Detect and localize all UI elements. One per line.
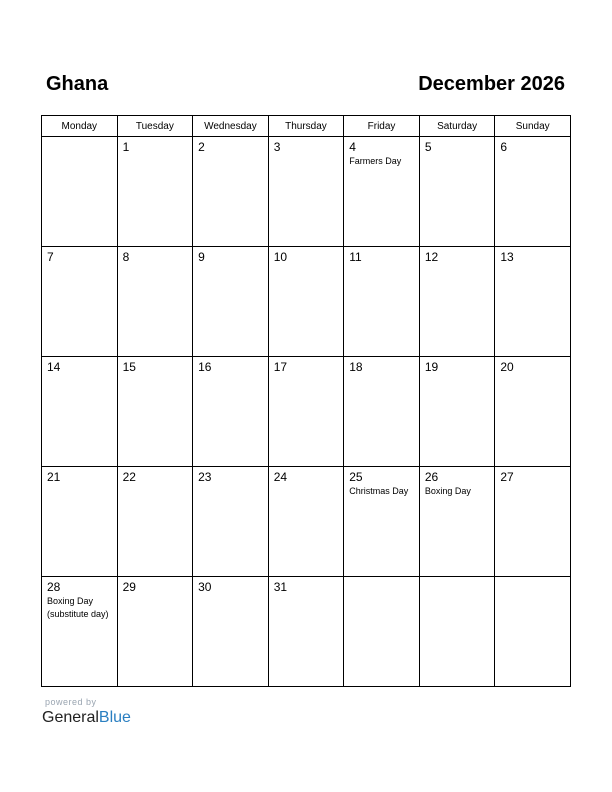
- weekday-sunday: Sunday: [495, 116, 571, 137]
- holiday-label: [495, 154, 570, 155]
- week-row: [42, 247, 571, 357]
- day-number: 3: [273, 140, 281, 154]
- holiday-label: [269, 264, 344, 265]
- day-cell: [268, 577, 344, 687]
- holiday-label: Boxing Day (substitute day): [47, 596, 109, 619]
- day-cell: [42, 357, 118, 467]
- holiday-label: [269, 594, 344, 595]
- day-cell: [268, 137, 344, 247]
- day-number: 27: [500, 470, 514, 484]
- weekday-wednesday: Wednesday: [193, 116, 269, 137]
- day-number: 2: [198, 140, 205, 154]
- holiday-label: Boxing Day: [424, 486, 471, 496]
- holiday-label: [269, 484, 344, 485]
- holiday-label: [344, 374, 419, 375]
- day-cell: [117, 357, 193, 467]
- day-cell: [117, 467, 193, 577]
- holiday-label: [420, 154, 495, 155]
- holiday-label: [42, 140, 117, 141]
- day-cell: [495, 137, 571, 247]
- day-cell: [344, 247, 420, 357]
- day-number: 4: [349, 140, 356, 154]
- holiday-label: [193, 264, 268, 265]
- day-cell: [268, 247, 344, 357]
- day-cell: [42, 577, 118, 687]
- holiday-label: [495, 484, 570, 485]
- day-number: 12: [424, 250, 439, 264]
- day-cell: [117, 247, 193, 357]
- weekday-tuesday: Tuesday: [117, 116, 193, 137]
- holiday-label: Christmas Day: [349, 486, 409, 496]
- week-row: [42, 467, 571, 577]
- page-title-month: December 2026: [418, 73, 565, 95]
- weekday-friday: Friday: [344, 116, 420, 137]
- day-number: 6: [500, 140, 508, 154]
- holiday-label: [269, 154, 344, 155]
- holiday-label: [344, 264, 419, 265]
- brand-name: [42, 708, 131, 728]
- holiday-label: [193, 154, 268, 155]
- day-number: 24: [273, 470, 288, 484]
- day-cell: [193, 467, 269, 577]
- day-cell: [419, 577, 495, 687]
- day-number: 10: [273, 250, 288, 264]
- weekday-header-row: [42, 116, 571, 137]
- day-number: 26: [424, 470, 439, 484]
- day-number: 9: [198, 250, 205, 264]
- holiday-label: [344, 580, 419, 581]
- holiday-label: [193, 594, 268, 595]
- holiday-label: [118, 484, 193, 485]
- holiday-label: [42, 374, 117, 375]
- day-cell: [268, 467, 344, 577]
- day-cell: [344, 577, 420, 687]
- brand-name-blue: Blue: [98, 709, 131, 726]
- page-title-country: Ghana: [46, 73, 109, 95]
- day-number: 20: [500, 360, 514, 374]
- day-cell: [42, 247, 118, 357]
- day-cell: [419, 357, 495, 467]
- week-row: [42, 357, 571, 467]
- weekday-monday: Monday: [42, 116, 118, 137]
- day-number: 13: [500, 250, 514, 264]
- holiday-label: [420, 374, 495, 375]
- brand-logo: [42, 697, 131, 728]
- day-number: 1: [122, 140, 130, 154]
- holiday-label: [495, 264, 570, 265]
- day-number: 29: [122, 580, 136, 594]
- day-number: 22: [122, 470, 136, 484]
- day-cell: [344, 357, 420, 467]
- day-cell: [495, 577, 571, 687]
- holiday-label: [269, 374, 344, 375]
- day-cell: [344, 467, 420, 577]
- day-number: 25: [349, 470, 363, 484]
- holiday-label: [118, 374, 193, 375]
- day-number: 30: [198, 580, 212, 594]
- powered-by-text: powered by: [45, 697, 97, 707]
- day-cell: [495, 247, 571, 357]
- holiday-label: [420, 580, 495, 581]
- week-row: [42, 137, 571, 247]
- holiday-label: [118, 264, 193, 265]
- day-number: 28: [47, 580, 61, 594]
- day-cell: [42, 467, 118, 577]
- calendar-grid: [41, 115, 571, 687]
- holiday-label: [42, 484, 117, 485]
- day-number: 19: [424, 360, 439, 374]
- day-cell: [117, 577, 193, 687]
- holiday-label: [118, 154, 193, 155]
- holiday-label: [495, 374, 570, 375]
- holiday-label: [193, 374, 268, 375]
- weekday-thursday: Thursday: [268, 116, 344, 137]
- day-number: 5: [424, 140, 432, 154]
- day-cell: [193, 247, 269, 357]
- day-cell: [344, 137, 420, 247]
- day-number: 15: [122, 360, 136, 374]
- holiday-label: [118, 594, 193, 595]
- holiday-label: [193, 484, 268, 485]
- day-number: 7: [47, 250, 54, 264]
- day-cell: [495, 357, 571, 467]
- brand-name-general: General: [42, 709, 99, 726]
- holiday-label: [42, 264, 117, 265]
- day-cell: [419, 137, 495, 247]
- week-row: [42, 577, 571, 687]
- holiday-label: [495, 580, 570, 581]
- day-cell: [193, 357, 269, 467]
- day-cell: [419, 247, 495, 357]
- day-number: 16: [198, 360, 212, 374]
- day-number: 21: [47, 470, 61, 484]
- day-cell: [268, 357, 344, 467]
- day-number: 23: [198, 470, 212, 484]
- day-cell: [42, 137, 118, 247]
- day-number: 8: [122, 250, 130, 264]
- day-number: 11: [349, 250, 362, 264]
- day-number: 18: [349, 360, 363, 374]
- day-number: 14: [47, 360, 61, 374]
- day-cell: [419, 467, 495, 577]
- day-cell: [495, 467, 571, 577]
- day-cell: [193, 137, 269, 247]
- day-number: 31: [273, 580, 288, 594]
- holiday-label: [420, 264, 495, 265]
- weekday-saturday: Saturday: [419, 116, 495, 137]
- day-cell: [117, 137, 193, 247]
- holiday-label: Farmers Day: [349, 156, 402, 166]
- day-number: 17: [273, 360, 288, 374]
- day-cell: [193, 577, 269, 687]
